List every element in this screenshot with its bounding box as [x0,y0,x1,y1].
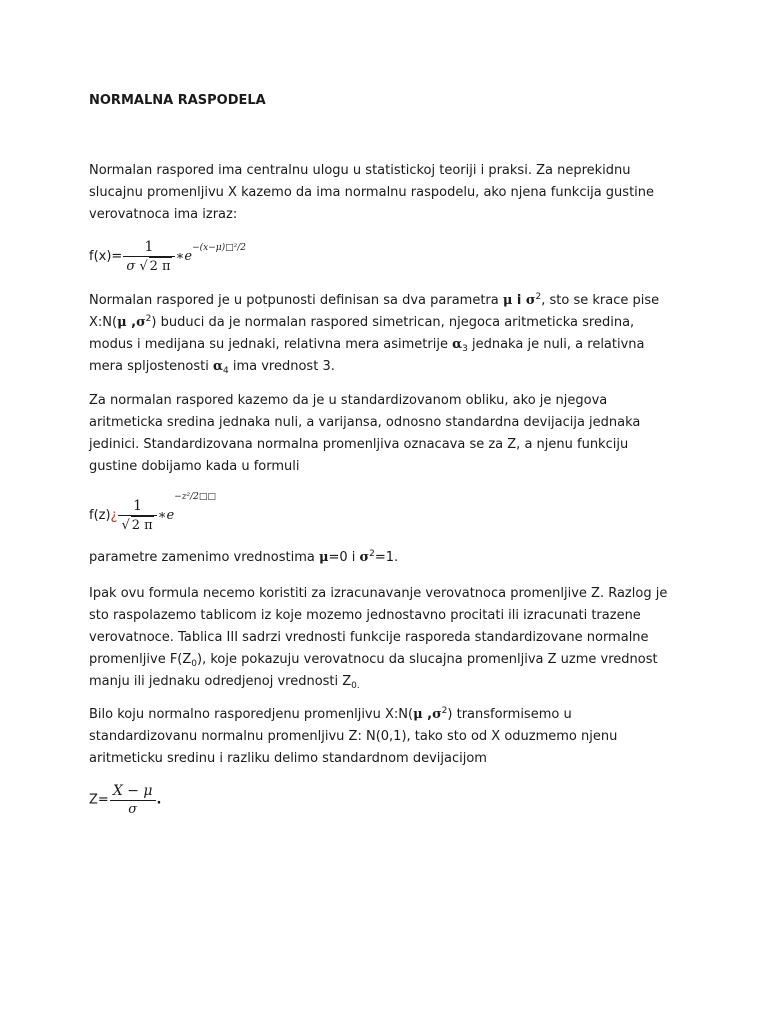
formula-fraction [110,782,156,818]
symbol-alpha: α [212,359,223,374]
text-run: ) transformisemo u standardizovanu normalnu promenljivu Z: N(0,1), tako sto od X oduzmemo njenu aritmeticku sredinu i razliku delimo standardnom devijacijom [89,707,618,766]
symbol-mu: μ [117,315,127,330]
paragraph-transform-text [89,704,679,770]
formula-tail: . [156,792,162,808]
text-run: i [512,293,526,308]
subscript: 0 [191,659,198,669]
superscript: 2 [441,706,448,716]
paragraph-substitution [89,547,679,569]
text-run: , [126,315,137,330]
symbol-mu: μ [413,707,423,722]
superscript: 2 [369,549,375,559]
formula-root: 2 π [131,518,153,533]
formula-exponent: −z²/2□□ [174,492,216,502]
formula-numerator: 1 [144,239,154,255]
text-run: jednaka je nuli, a relativna mera spljostenosti [89,337,645,374]
formula-numerator: X − μ [112,783,153,799]
symbol-alpha: α [452,337,463,352]
text-run: Normalan raspored je u potpunosti definisan sa dva parametra [89,293,503,308]
symbol-mu: μ [318,550,329,565]
formula-z-transform [89,782,161,818]
document-title: NORMALNA RASPODELA [89,93,266,108]
text-run: parametre zamenimo vrednostima [89,550,319,565]
paragraph-parameters-text [89,290,679,378]
text-run: =1. [374,550,399,565]
symbol-sigma: σ [525,293,536,308]
paragraph-intro-text: Normalan raspored ima centralnu ulogu u statistickoj teoriji i praksi. Za neprekidnu slucajnu promenljivu X kazemo da ima normalnu raspodelu, ako njena funkcija gustine verovatnoca ima izraz: [89,163,655,222]
formula-lhs: f(x)= [89,249,123,264]
paragraph-substitution-text [89,547,679,569]
text-run: Bilo koju normalno rasporedjenu promenljivu X:N( [89,707,414,722]
symbol-sigma: σ [136,315,146,330]
paragraph-parameters [89,290,679,378]
superscript: 2 [145,314,152,324]
text-run: ima vrednost 3. [228,359,335,374]
formula-lhs: Z= [89,792,109,808]
formula-denominator: σ [110,800,156,818]
formula-denominator: √ 2 π [118,515,156,534]
formula-odd-char: ¿ [110,508,118,523]
formula-times-e: ∗e [175,249,193,264]
subscript: 0. [351,681,360,691]
superscript: 2 [535,292,542,302]
paragraph-intro [89,160,679,226]
formula-standard-density [89,492,216,534]
text-run: ), koje pokazuju verovatnocu da slucajna promenljiva Z uzme vrednost manju ili jednaku odredjenoj vrednosti Z [89,652,658,689]
text-run: =0 i [328,550,360,565]
symbol-mu: μ [502,293,513,308]
paragraph-table-text [89,583,679,693]
subscript: 4 [223,366,229,376]
subscript: 3 [462,344,468,354]
formula-fraction [118,497,156,534]
paragraph-standardized [89,390,679,478]
formula-lhs: f(z) [89,508,111,523]
formula-exponent: −(x−μ)□²/2 [192,243,246,253]
formula-root: 2 π [149,259,171,274]
formula-times-e: ∗e [157,508,175,523]
paragraph-standardized-text: Za normalan raspored kazemo da je u standardizovanom obliku, ako je njegova aritmeticka sredina jednaka nuli, a varijansa, odnosno standardna devijacija jednaka jedinici. Standardizovana normalna promenljiva oznacava se za Z, a njenu funkciju gustine dobijamo kada u formuli [89,393,641,474]
paragraph-transform [89,704,679,770]
symbol-sigma: σ [359,550,370,565]
formula-fraction [123,238,174,275]
formula-numerator: 1 [133,498,143,514]
symbol-sigma: σ [432,707,442,722]
formula-denominator: σ √ 2 π [123,256,174,275]
text-run: ) buduci da je normalan raspored simetrican, njegoca aritmeticka sredina, modus i medijana su jednaki, relativna mera asimetrije [89,315,635,352]
paragraph-table [89,583,679,693]
text-run: , [422,707,433,722]
text-run: Ipak ovu formula necemo koristiti za izracunavanje verovatnoca promenljive Z. Razlog je sto raspolazemo tablicom iz koje mozemo jednostavno procitati ili izracunati trazene verovatnoce. Tablica III sadrzi vrednosti funkcije rasporeda standardizovane normalne promenljive F(Z [89,586,668,667]
text-run: , sto se krace pise X:N( [89,293,660,330]
formula-sigma: σ [126,259,136,274]
formula-normal-density [89,238,246,275]
